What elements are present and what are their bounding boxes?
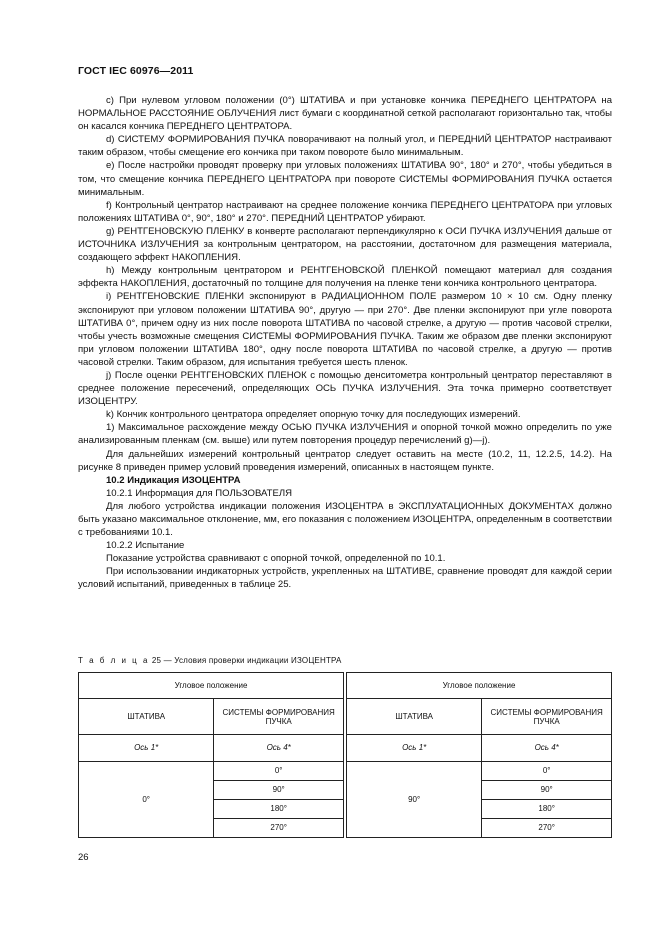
group-header-left: Угловое положение — [79, 673, 344, 699]
paragraph-c: c) При нулевом угловом положении (0°) ШТАТИВА и при установке кончика ПЕРЕДНЕГО ЦЕНТРАТОРА на НОРМАЛЬНОЕ РАССТОЯНИЕ ОБЛУЧЕНИЯ лист бумаги с координатной сеткой располагают горизонтально так, чтобы он касался кончика ПЕРЕДНЕГО ЦЕНТРАТОРА. — [78, 95, 612, 133]
paragraph-k: k) Кончик контрольного центратора определяет опорную точку для последующих измерений. — [106, 409, 521, 421]
conditions-table — [78, 672, 612, 838]
axis-4-left: Ось 4* — [214, 735, 344, 761]
document-body — [78, 94, 612, 592]
document-header: ГОСТ IEC 60976—2011 — [78, 65, 194, 77]
subsection-10-2-2: 10.2.2 Испытание — [106, 540, 185, 552]
paragraph-f: f) Контрольный центратор настраивают на среднее положение кончика ПЕРЕДНЕГО ЦЕНТРАТОРА при угловых положениях ШТАТИВА 0°, 90°, 180° и 270°. ПЕРЕДНИЙ ЦЕНТРАТОР убирают. — [78, 199, 612, 224]
col-beam-right: СИСТЕМЫ ФОРМИРОВАНИЯ ПУЧКА — [482, 699, 612, 735]
page-number: 26 — [78, 852, 89, 863]
col-gantry-right: ШТАТИВА — [346, 699, 481, 735]
paragraph-l: 1) Максимальное расхождение между ОСЬЮ ПУЧКА ИЗЛУЧЕНИЯ и опорной точкой можно определить по уже анализированным пленкам (см. выше) или путем повторения процедур перечислений g)—j). — [78, 422, 612, 447]
paragraph-h: h) Между контрольным центратором и РЕНТГЕНОВСКОЙ ПЛЕНКОЙ помещают материал для создания эффекта НАКОПЛЕНИЯ, достаточный по толщине для получения на пленке тени кончика контрольного центратора. — [78, 265, 612, 290]
beam-value-right: 0° — [482, 761, 612, 780]
paragraph-d: d) СИСТЕМУ ФОРМИРОВАНИЯ ПУЧКА поворачивают на полный угол, и ПЕРЕДНИЙ ЦЕНТРАТОР настраивают таким образом, чтобы смещение его кончика при таком повороте было минимальным. — [78, 134, 612, 159]
paragraph-user-info: Для любого устройства индикации положения ИЗОЦЕНТРА в ЭКСПЛУАТАЦИОННЫХ ДОКУМЕНТАХ должно быть указано максимальное отклонение, мм, его показания с положением ИЗОЦЕНТРА, определенным в соответствии с требованиями 10.1. — [78, 500, 612, 539]
axis-1-left: Ось 1* — [79, 735, 214, 761]
paragraph-e: e) После настройки проводят проверку при угловых положениях ШТАТИВА 90°, 180° и 270°, чтобы убедиться в том, что смещение кончика ПЕРЕДНЕГО ЦЕНТРАТОРА при повороте СИСТЕМЫ ФОРМИРОВАНИЯ ПУЧКА остается минимальным. — [78, 160, 612, 198]
paragraph-further: Для дальнейших измерений контрольный центратор следует оставить на месте (10.2, 11, 12.2.5, 14.2). На рисунке 8 приведен пример условий проведения измерений, описанных в настоящем пункте. — [78, 448, 612, 473]
paragraph-i: i) РЕНТГЕНОВСКИЕ ПЛЕНКИ экспонируют в РАДИАЦИОННОМ ПОЛЕ размером 10 × 10 см. Одну пленку экспонируют при угловом положении ШТАТИВА 90°, другую — при 270°. Две пленки экспонируют при угле поворота ШТАТИВА 0°, причем одну из них после поворота ШТАТИВА по часовой стрелке, а другую — против часовой стрелки, чтобы учесть возможные смещения СИСТЕМЫ ФОРМИРОВАНИЯ ПУЧКА. Таким же образом две пленки экспонируют при угловом положении ШТАТИВА 180°, одну после поворота ШТАТИВА по часовой стрелке, а другую — против часовой стрелки. Таким образом, для испытания требуется шесть пленок. — [78, 291, 612, 368]
paragraph-test-2: При использовании индикаторных устройств, укрепленных на ШТАТИВЕ, сравнение проводят для каждой серии условий испытаний, приведенных в таблице 25. — [78, 566, 612, 591]
paragraph-j: j) После оценки РЕНТГЕНОВСКИХ ПЛЕНОК с помощью денситометра контрольный центратор переставляют в среднее положение пересечений, определяющих ОСЬ ПУЧКА ИЗЛУЧЕНИЯ. Эта точка примерно соответствует ИЗОЦЕНТРУ. — [78, 369, 612, 408]
section-heading-10-2: 10.2 Индикация ИЗОЦЕНТРА — [106, 474, 241, 486]
paragraph-test-1: Показание устройства сравнивают с опорной точкой, определенной по 10.1. — [106, 553, 446, 565]
col-gantry-left: ШТАТИВА — [79, 699, 214, 735]
table-caption-prefix: Т а б л и ц а — [78, 656, 150, 665]
gantry-value-left: 0° — [79, 761, 214, 837]
beam-value-right: 90° — [482, 780, 612, 799]
table-caption-text: 25 — Условия проверки индикации ИЗОЦЕНТРА — [151, 656, 342, 665]
beam-value-right: 180° — [482, 799, 612, 818]
col-beam-left: СИСТЕМЫ ФОРМИРОВАНИЯ ПУЧКА — [214, 699, 344, 735]
table-caption — [78, 656, 342, 665]
subsection-10-2-1: 10.2.1 Информация для ПОЛЬЗОВАТЕЛЯ — [106, 487, 292, 499]
beam-value-left: 180° — [214, 799, 344, 818]
axis-4-right: Ось 4* — [482, 735, 612, 761]
beam-value-left: 0° — [214, 761, 344, 780]
gantry-value-right: 90° — [346, 761, 481, 837]
paragraph-g: g) РЕНТГЕНОВСКУЮ ПЛЕНКУ в конверте располагают перпендикулярно к ОСИ ПУЧКА ИЗЛУЧЕНИЯ дальше от ИСТОЧНИКА ИЗЛУЧЕНИЯ за контрольным центратором, на расстоянии, достаточном для размещения материала, создающего эффект НАКОПЛЕНИЯ. — [78, 225, 612, 264]
axis-1-right: Ось 1* — [346, 735, 481, 761]
beam-value-left: 270° — [214, 818, 344, 837]
group-header-right: Угловое положение — [346, 673, 611, 699]
beam-value-left: 90° — [214, 780, 344, 799]
beam-value-right: 270° — [482, 818, 612, 837]
